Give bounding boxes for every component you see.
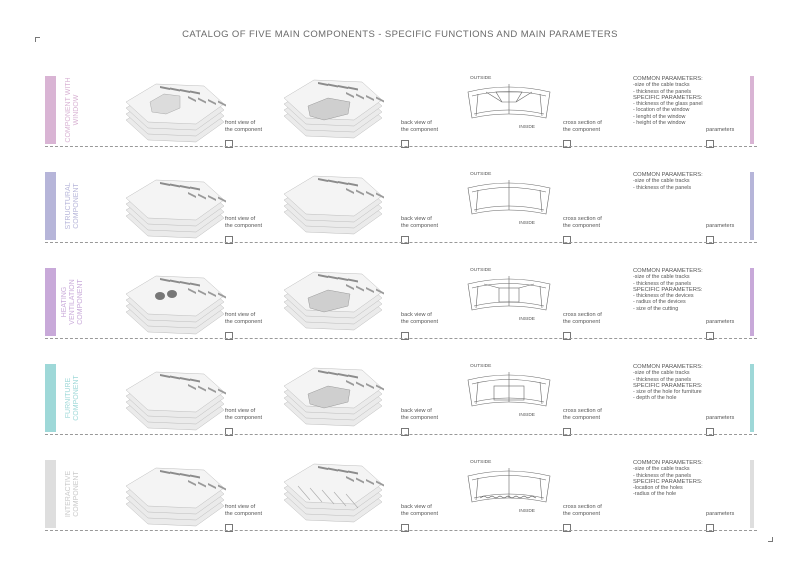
parameters-list: [633, 172, 703, 191]
parameter-line: - thickness of the panels: [633, 472, 692, 479]
parameter-line: - lenght of the window: [633, 113, 686, 120]
front-view-caption: front view of the component: [225, 120, 263, 133]
parameters-caption: parameters: [706, 127, 735, 133]
parameter-line: - radius of the devices: [633, 299, 686, 306]
outside-label: OUTSIDE: [470, 268, 492, 273]
front-view-render: [120, 76, 230, 136]
component-color-bar: [45, 460, 56, 528]
component-row: [0, 172, 800, 252]
component-color-bar: [45, 268, 56, 336]
component-row: [0, 364, 800, 444]
parameter-line: -size of the cable tracks: [633, 178, 690, 185]
inside-label: INSIDE: [519, 413, 535, 418]
back-view-caption: back view of the component: [401, 408, 439, 421]
parameter-line: COMMON PARAMETERS:: [633, 364, 703, 370]
row-divider: [45, 338, 757, 339]
component-color-marker: [750, 460, 754, 528]
parameters-caption: parameters: [706, 319, 735, 325]
component-color-bar: [45, 76, 56, 144]
parameter-line: -size of the cable tracks: [633, 370, 690, 377]
outside-label: OUTSIDE: [470, 172, 492, 177]
front-view-render: [120, 460, 230, 520]
parameter-line: - depth of the hole: [633, 395, 677, 402]
component-color-bar: [45, 172, 56, 240]
component-color-marker: [750, 76, 754, 144]
cross-section-drawing: [466, 468, 556, 508]
parameter-line: SPECIFIC PARAMETERS:: [633, 478, 703, 485]
front-view-caption: front view of the component: [225, 312, 263, 325]
inside-label: INSIDE: [519, 317, 535, 322]
component-row: [0, 76, 800, 156]
component-color-marker: [750, 172, 754, 240]
outside-label: OUTSIDE: [470, 364, 492, 369]
front-view-caption: front view of the component: [225, 408, 263, 421]
cross-section-drawing: [466, 180, 556, 220]
parameter-line: - thickness of the panels: [633, 376, 692, 383]
row-divider: [45, 530, 757, 531]
component-color-marker: [750, 268, 754, 336]
cross-section-drawing: [466, 276, 556, 316]
parameter-line: - location of the window: [633, 107, 690, 114]
cross-section-caption: cross section of the component: [563, 408, 602, 421]
component-label: INTERACTIVE COMPONENT: [65, 470, 80, 518]
parameter-line: -size of the cable tracks: [633, 274, 690, 281]
parameter-line: -size of the cable tracks: [633, 466, 690, 473]
parameter-line: - size of the hole for furniture: [633, 389, 702, 396]
parameters-caption: parameters: [706, 223, 735, 229]
inside-label: INSIDE: [519, 221, 535, 226]
parameters-caption: parameters: [706, 511, 735, 517]
parameter-line: SPECIFIC PARAMETERS:: [633, 382, 703, 389]
component-label: HEATING VENTILATION COMPONENT: [61, 279, 84, 325]
outside-label: OUTSIDE: [470, 76, 492, 81]
front-view-caption: front view of the component: [225, 216, 263, 229]
parameter-line: SPECIFIC PARAMETERS:: [633, 94, 703, 101]
parameter-line: - height of the window: [633, 120, 686, 127]
parameter-line: SPECIFIC PARAMETERS:: [633, 286, 703, 293]
cross-section-caption: cross section of the component: [563, 312, 602, 325]
parameter-line: -size of the cable tracks: [633, 82, 690, 89]
front-view-render: [120, 172, 230, 232]
crop-mark-top-left: [35, 37, 40, 42]
parameter-line: -location of the holes: [633, 485, 683, 492]
parameters-list: [633, 268, 703, 312]
inside-label: INSIDE: [519, 509, 535, 514]
back-view-render: [278, 264, 388, 324]
inside-label: INSIDE: [519, 125, 535, 130]
parameters-caption: parameters: [706, 415, 735, 421]
parameter-line: - size of the cutting: [633, 305, 679, 312]
back-view-caption: back view of the component: [401, 120, 439, 133]
cross-section-drawing: [466, 372, 556, 412]
cross-section-caption: cross section of the component: [563, 120, 602, 133]
back-view-render: [278, 168, 388, 228]
row-divider: [45, 242, 757, 243]
parameter-line: - thickness of the glass panel: [633, 101, 703, 108]
outside-label: OUTSIDE: [470, 460, 492, 465]
parameter-line: - thickness of the devices: [633, 293, 694, 300]
parameter-line: - thickness of the panels: [633, 184, 692, 191]
front-view-render: [120, 364, 230, 424]
cross-section-drawing: [466, 84, 556, 124]
component-label: COMPONENT WITH WINDOW: [65, 77, 80, 143]
front-view-render: [120, 268, 230, 328]
row-divider: [45, 434, 757, 435]
component-label: FURNITURE COMPONENT: [65, 375, 80, 421]
back-view-render: [278, 360, 388, 420]
front-view-caption: front view of the component: [225, 504, 263, 517]
back-view-render: [278, 72, 388, 132]
parameter-line: COMMON PARAMETERS:: [633, 268, 703, 274]
back-view-caption: back view of the component: [401, 504, 439, 517]
parameters-list: [633, 76, 703, 126]
parameter-line: - thickness of the panels: [633, 280, 692, 287]
parameter-line: - thickness of the panels: [633, 88, 692, 95]
page-title: CATALOG OF FIVE MAIN COMPONENTS - SPECIFIC FUNCTIONS AND MAIN PARAMETERS: [182, 29, 618, 40]
parameter-line: COMMON PARAMETERS:: [633, 460, 703, 466]
component-color-bar: [45, 364, 56, 432]
cross-section-caption: cross section of the component: [563, 216, 602, 229]
parameter-line: -radius of the hole: [633, 491, 677, 498]
parameter-line: COMMON PARAMETERS:: [633, 76, 703, 82]
component-color-marker: [750, 364, 754, 432]
component-row: [0, 460, 800, 540]
cross-section-caption: cross section of the component: [563, 504, 602, 517]
parameters-list: [633, 364, 703, 402]
row-divider: [45, 146, 757, 147]
back-view-render: [278, 456, 388, 516]
back-view-caption: back view of the component: [401, 216, 439, 229]
back-view-caption: back view of the component: [401, 312, 439, 325]
component-label: STRUCTURAL COMPONENT: [65, 182, 80, 230]
parameter-line: COMMON PARAMETERS:: [633, 172, 703, 178]
component-row: [0, 268, 800, 348]
parameters-list: [633, 460, 703, 498]
